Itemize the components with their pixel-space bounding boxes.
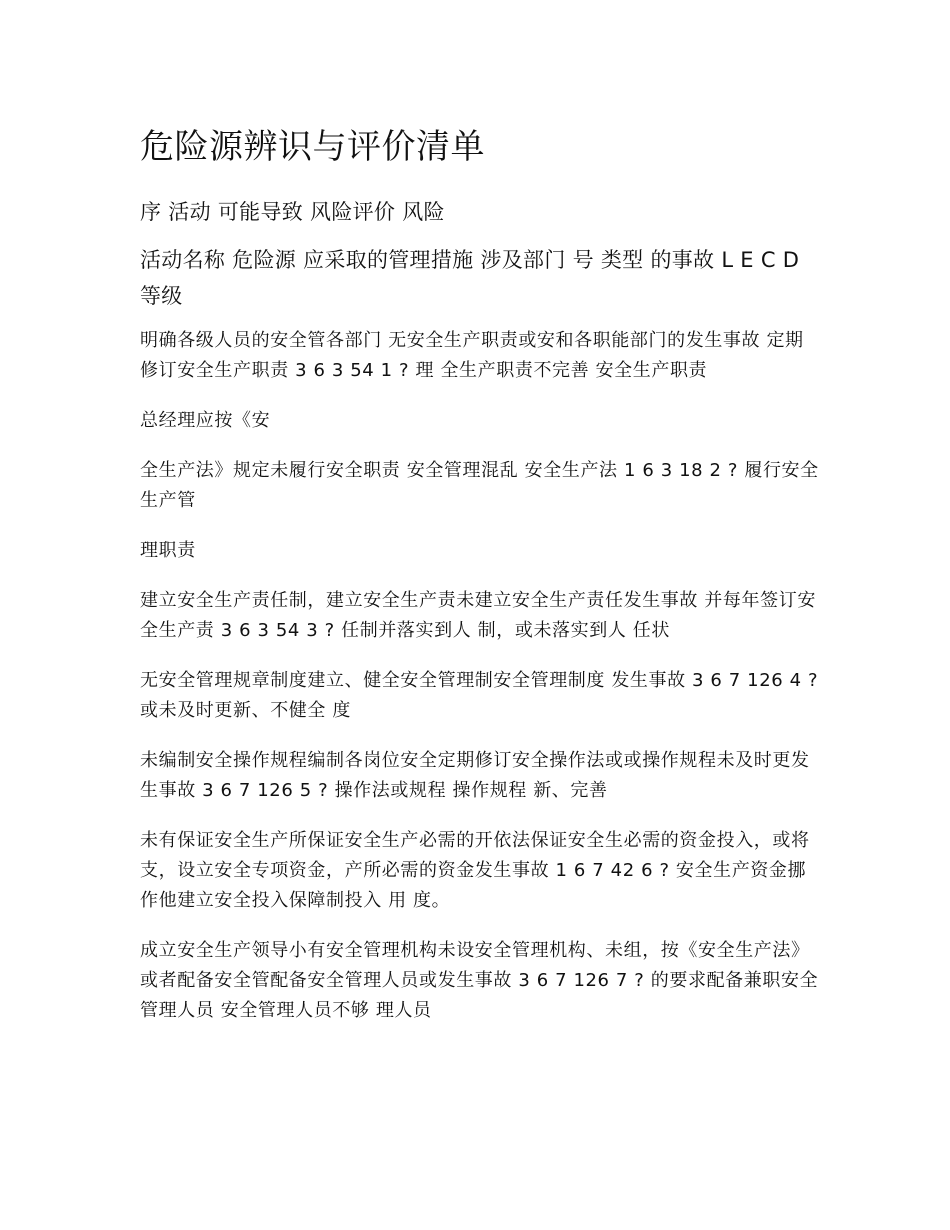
paragraph-9: 成立安全生产领导小有安全管理机构未设安全管理机构、未组，按《安全生产法》或者配备安全管配备安全管理人员或发生事故 3 6 7 126 7 ? 的要求配备兼职安全管理人员 安全管理人员不够 理人员	[140, 940, 819, 1021]
paragraph-8: 未有保证安全生产所保证安全生产必需的开依法保证安全生必需的资金投入，或将支，设立安全专项资金，产所必需的资金发生事故 1 6 7 42 6 ? 安全生产资金挪作他建立安全投入保障制投入 用 度。	[140, 830, 810, 911]
paragraph-7: 未编制安全操作规程编制各岗位安全定期修订安全操作法或或操作规程未及时更发生事故 3 6 7 126 5 ? 操作法或规程 操作规程 新、完善	[140, 750, 810, 801]
paragraph-2: 总经理应按《安	[140, 410, 271, 431]
table-header-line-1: 序 活动 可能导致 风险评价 风险	[140, 200, 445, 224]
paragraph-1: 明确各级人员的安全管各部门 无安全生产职责或安和各职能部门的发生事故 定期修订安全生产职责 3 6 3 54 1 ? 理 全生产职责不完善 安全生产职责	[140, 330, 804, 381]
paragraph-6: 无安全管理规章制度建立、健全安全管理制安全管理制度 发生事故 3 6 7 126 4 ? 或未及时更新、不健全 度	[140, 670, 825, 721]
paragraph-3: 全生产法》规定未履行安全职责 安全管理混乱 安全生产法 1 6 3 18 2 ? 履行安全生产管	[140, 460, 819, 511]
document-title: 危险源辨识与评价清单	[140, 127, 485, 167]
paragraph-5: 建立安全生产责任制，建立安全生产责未建立安全生产责任发生事故 并每年签订安全生产责 3 6 3 54 3 ? 任制并落实到人 制，或未落实到人 任状	[140, 590, 816, 641]
paragraph-4: 理职责	[140, 540, 196, 561]
document-page	[140, 124, 825, 1046]
table-header-line-2: 活动名称 危险源 应采取的管理措施 涉及部门 号 类型 的事故 L E C D 等级	[140, 248, 800, 308]
